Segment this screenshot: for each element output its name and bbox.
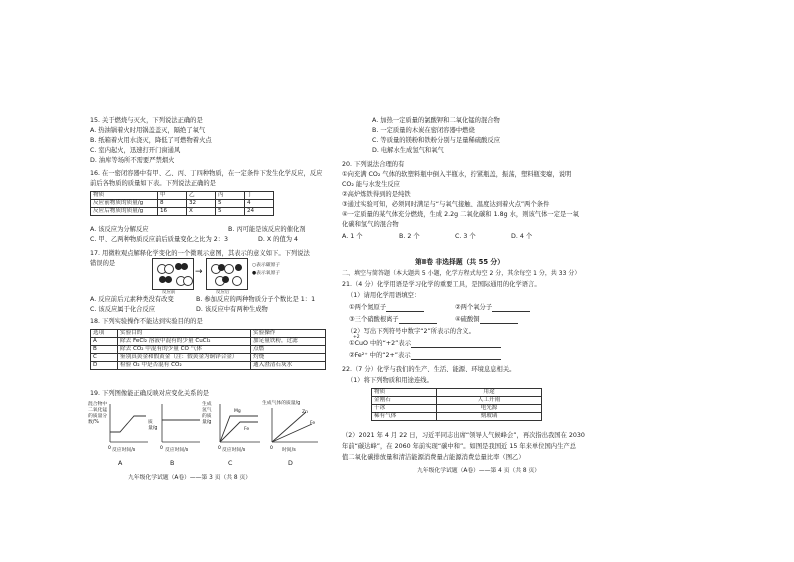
q20-option-d: D. 4 个 [511, 233, 533, 240]
table-row [91, 354, 326, 362]
table-cell: 实验目的 [118, 330, 251, 338]
table-cell: 电光源 [437, 405, 542, 413]
origin-label: 0 [270, 446, 273, 451]
q20-option-a: A. 1 个 [342, 233, 363, 240]
after-reaction-box [206, 258, 248, 290]
carbon-atom-icon [232, 276, 242, 286]
section-2-heading: 二、填空与简答题（本大题共 5 小题，化学方程式每空 2 分，其余每空 1 分，共 33 分） [342, 270, 581, 277]
q15-option-c: C. 室内起火，迅速打开门窗通风 [90, 147, 181, 154]
q21-fill-2-label: ②两个氧分子 [455, 304, 493, 311]
q15-option-a: A. 热油锅着火时用锅盖盖灭，隔绝了氧气 [90, 127, 206, 134]
q15-option-b: B. 纸箱着火用水浇灭，降低了可燃物着火点 [90, 137, 212, 144]
q21-meaning-1-label: ①CuO 中的“+2”表示 [349, 340, 411, 347]
graph-a-ylabel: 混合物中二氧化锰的质量分数/% [88, 402, 108, 425]
table-cell: 点燃 [251, 346, 326, 354]
q17-stem: 17. 用微粒观点解释化学变化的一个微观示意图，其表示的意义如下。下列说法 [90, 250, 310, 257]
right-page [342, 0, 794, 562]
oxygen-atom-icon [222, 276, 229, 283]
q21-meaning-1 [349, 340, 501, 348]
q21-sub2: （2）写出下列符号中数字“2”所表示的含义。 [347, 328, 475, 335]
graph-b-letter: B [170, 460, 175, 467]
table-cell: 选项 [91, 330, 118, 338]
q17-option-a: A. 反应前后元素种类没有改变 [90, 296, 174, 303]
q16-option-b: B. 丙可能是该反应的催化剂 [228, 226, 306, 233]
table-cell: 刻玻璃 [437, 413, 542, 421]
q22-paragraph-1: （2）2021 年 4 月 22 日，习近平同志出席“领导人气候峰会”，再次指出我国在 2030 [342, 432, 585, 439]
table-row [91, 208, 274, 216]
answer-blank[interactable] [411, 341, 501, 348]
arrow-right-icon: → [195, 267, 203, 277]
table-row [372, 413, 542, 421]
graph-c-letter: C [228, 460, 233, 467]
table-cell: 32 [187, 200, 216, 208]
answer-blank[interactable] [399, 317, 437, 324]
q21-fill-3 [349, 316, 437, 324]
answer-blank[interactable] [411, 353, 501, 360]
legend-carbon: ○表示碳原子 [252, 263, 281, 268]
q21-fill-4-label: ④硫酸铜 [455, 316, 480, 323]
graph-d-series-zn: Zn [302, 410, 308, 415]
carbon-atom-icon [183, 276, 193, 286]
graph-a-xlabel: 反应时间/s [112, 448, 136, 453]
table-row [372, 405, 542, 413]
q22-paragraph-3: 值二氧化碳排放量和清洁能源消费量占能源消费总量比率（图乙） [342, 454, 525, 461]
table-cell: 8 [158, 200, 187, 208]
answer-blank[interactable] [480, 317, 518, 324]
table-row [372, 389, 542, 397]
table-cell: B [91, 346, 118, 354]
table-cell: C [91, 354, 118, 362]
q20-item-1: ①向充满 CO₂ 气体的软塑料瓶中倒入半瓶水，拧紧瓶盖，振荡，塑料瓶变瘪，说明 [342, 171, 572, 178]
origin-label: 0 [160, 446, 163, 451]
table-cell: 稀有气体 [372, 413, 437, 421]
table-cell: 反应前物质的质量/g [91, 200, 158, 208]
table-cell: 灼烧 [251, 354, 326, 362]
table-cell: 检验 O₂ 中是否混有 CO₂ [118, 362, 251, 370]
q16-option-c: C. 甲、乙两种物质反应前后质量变化之比为 2：3 [90, 236, 229, 243]
table-cell: 除去 CO₂ 中混有的少量 CO 气体 [118, 346, 251, 354]
carbon-atom-icon [224, 264, 234, 274]
q20-item-2: ②高炉炼铁得到的是纯铁 [342, 191, 411, 198]
q19-option-b: B. 一定质量的木炭在密闭容器中燃烧 [372, 127, 475, 134]
carbon-atom-icon [164, 264, 174, 274]
answer-blank[interactable] [492, 305, 530, 312]
q19-option-d: D. 电解水生成氢气和氧气 [372, 147, 444, 154]
q22-table [371, 388, 542, 421]
q21-sub1: （1）请用化学用语填空： [347, 292, 421, 299]
q17-stem-2: 错误的是 [90, 260, 116, 267]
table-cell: 金刚石 [372, 397, 437, 405]
table-cell: 物质 [372, 389, 437, 397]
graph-b-ylabel: 质量/g [148, 420, 158, 431]
q20-item-4: ④一定质量的某气体充分燃烧，生成 2.2g 二氧化碳和 1.8g 水，则该气体一定是一氧 [342, 211, 579, 218]
q16-option-d: D. X 的值为 4 [258, 236, 299, 243]
q22-sub1: （1）将下列物质和用途连线。 [347, 377, 433, 384]
q17-option-b: B. 参加反应的两种物质分子个数比是 1：1 [196, 296, 316, 303]
q21-fill-4 [455, 316, 518, 324]
graph-c-series-fe: Fe [244, 427, 250, 432]
table-cell: X [187, 208, 216, 216]
table-cell: 除去 FeCl₂ 溶液中混有的少量 CuCl₂ [118, 338, 251, 346]
q16-stem-2: 前后各物质的质量如下表。下列说法正确的是 [90, 180, 216, 187]
q19-option-c: C. 等质量的镁粉和铁粉分别与足量稀硫酸反应 [372, 137, 501, 144]
q21-meaning-2 [349, 352, 501, 360]
table-cell: 人工开雨 [437, 397, 542, 405]
table-cell: D [91, 362, 118, 370]
table-row [91, 200, 274, 208]
answer-blank[interactable] [386, 305, 424, 312]
q19-stem: 19. 下列图像能正确反映对应变化关系的是 [90, 390, 210, 397]
table-cell: 加足量铁粉，过滤 [251, 338, 326, 346]
graph-c-ylabel: 生成氢气的质量/g [202, 402, 212, 425]
graph-c-series-mg: Mg [234, 409, 241, 414]
graph-b-xlabel: 反应时间/s [165, 448, 189, 453]
table-cell: 乙 [187, 192, 216, 200]
table-cell: A [91, 338, 118, 346]
charge-superscript: +2 [353, 335, 360, 340]
table-cell: 反应后物质的质量/g [91, 208, 158, 216]
q15-stem: 15. 关于燃烧与灭火，下列说法正确的是 [90, 117, 203, 124]
graph-a-letter: A [118, 460, 123, 467]
q20-item-4b: 化碳和氢气的混合物 [342, 221, 399, 228]
graph-d-series-fe: Fe [310, 421, 316, 426]
table-cell: 实验操作 [251, 330, 326, 338]
q18-table [90, 329, 326, 370]
table-cell: 通入澄清石灰水 [251, 362, 326, 370]
q21-fill-1 [349, 304, 424, 312]
before-reaction-box [152, 258, 194, 290]
after-caption: 反应后 [216, 290, 230, 295]
graph-d-letter: D [288, 460, 293, 467]
table-cell: 鉴别真黄金和假黄金（注：假黄金为铜锌合金） [118, 354, 251, 362]
table-row [372, 397, 542, 405]
table-row [91, 346, 326, 354]
left-page-footer: 九年级化学试题（A卷）——第 3 页（共 8 页） [128, 475, 252, 481]
table-row [91, 330, 326, 338]
q21-fill-3-label: ③三个硝酸根离子 [349, 316, 399, 323]
table-cell: 16 [158, 208, 187, 216]
q20-option-c: C. 3 个 [455, 233, 476, 240]
before-caption: 反应前 [162, 290, 176, 295]
table-cell: 甲 [158, 192, 187, 200]
q20-item-3: ③通过实验可知，必须同时满足与“与氧气接触、温度达到着火点”两个条件 [342, 201, 550, 208]
legend-oxygen: ●表示氧原子 [252, 271, 281, 276]
q15-option-d: D. 油库等场所不需要严禁烟火 [90, 157, 175, 164]
table-row [91, 362, 326, 370]
q21-meaning-2-label: ②Fe²⁺ 中的“2+”表示 [349, 352, 411, 359]
oxygen-atom-icon [181, 263, 188, 270]
table-cell: 5 [216, 200, 245, 208]
q20-stem: 20. 下列说法合理的有 [342, 161, 405, 168]
table-cell: 4 [245, 200, 274, 208]
q18-stem: 18. 下列实验操作不能达到实验目的的是 [90, 318, 203, 325]
table-row [91, 338, 326, 346]
q19-option-a: A. 加热一定质量的氯酸钾和二氧化锰的混合物 [372, 117, 500, 124]
graph-d-ylabel: 生成气体的质量/g [262, 401, 301, 406]
graph-d-xlabel: 时间/s [282, 448, 296, 453]
q21-fill-1-label: ①两个氮原子 [349, 304, 387, 311]
oxygen-atom-icon [165, 276, 172, 283]
q16-stem: 16. 在一密闭容器中有甲、乙、丙、丁四种物质，在一定条件下发生化学反应，反应 [90, 170, 323, 177]
table-row [91, 192, 274, 200]
table-cell: 物质 [91, 192, 158, 200]
table-cell: 5 [216, 208, 245, 216]
q16-table [90, 191, 274, 216]
part-2-title: 第Ⅱ卷 非选择题（共 55 分） [415, 258, 505, 266]
table-cell: 干冰 [372, 405, 437, 413]
right-page-footer: 九年级化学试题（A卷）——第 4 页（共 8 页） [417, 468, 541, 474]
q22-stem: 22.（7 分）化学与我们的生产、生活、能源、环境息息相关。 [342, 366, 516, 373]
table-cell: 丙 [216, 192, 245, 200]
origin-label: 0 [218, 446, 221, 451]
q22-paragraph-2: 年前“碳达峰”，在 2060 年前实现“碳中和”。如图是我国近 15 年来单位国内生产总 [342, 443, 576, 450]
q17-option-d: D. 该反应中有两种生成物 [196, 306, 268, 313]
q17-option-c: C. 该反应属于化合反应 [90, 306, 156, 313]
table-cell: 用途 [437, 389, 542, 397]
q20-item-1b: CO₂ 能与水发生反应 [342, 181, 400, 188]
table-cell: 24 [245, 208, 274, 216]
oxygen-atom-icon [235, 264, 242, 271]
q21-stem: 21.（4 分）化学用语是学习化学的重要工具，是国际通用的化学语言。 [342, 281, 541, 288]
q20-option-b: B. 2 个 [399, 233, 420, 240]
origin-label: 0 [108, 446, 111, 451]
q16-option-a: A. 该反应为分解反应 [90, 226, 149, 233]
graph-c-xlabel: 反应时间/s [222, 448, 246, 453]
q21-fill-2 [455, 304, 530, 312]
table-cell: 丁 [245, 192, 274, 200]
